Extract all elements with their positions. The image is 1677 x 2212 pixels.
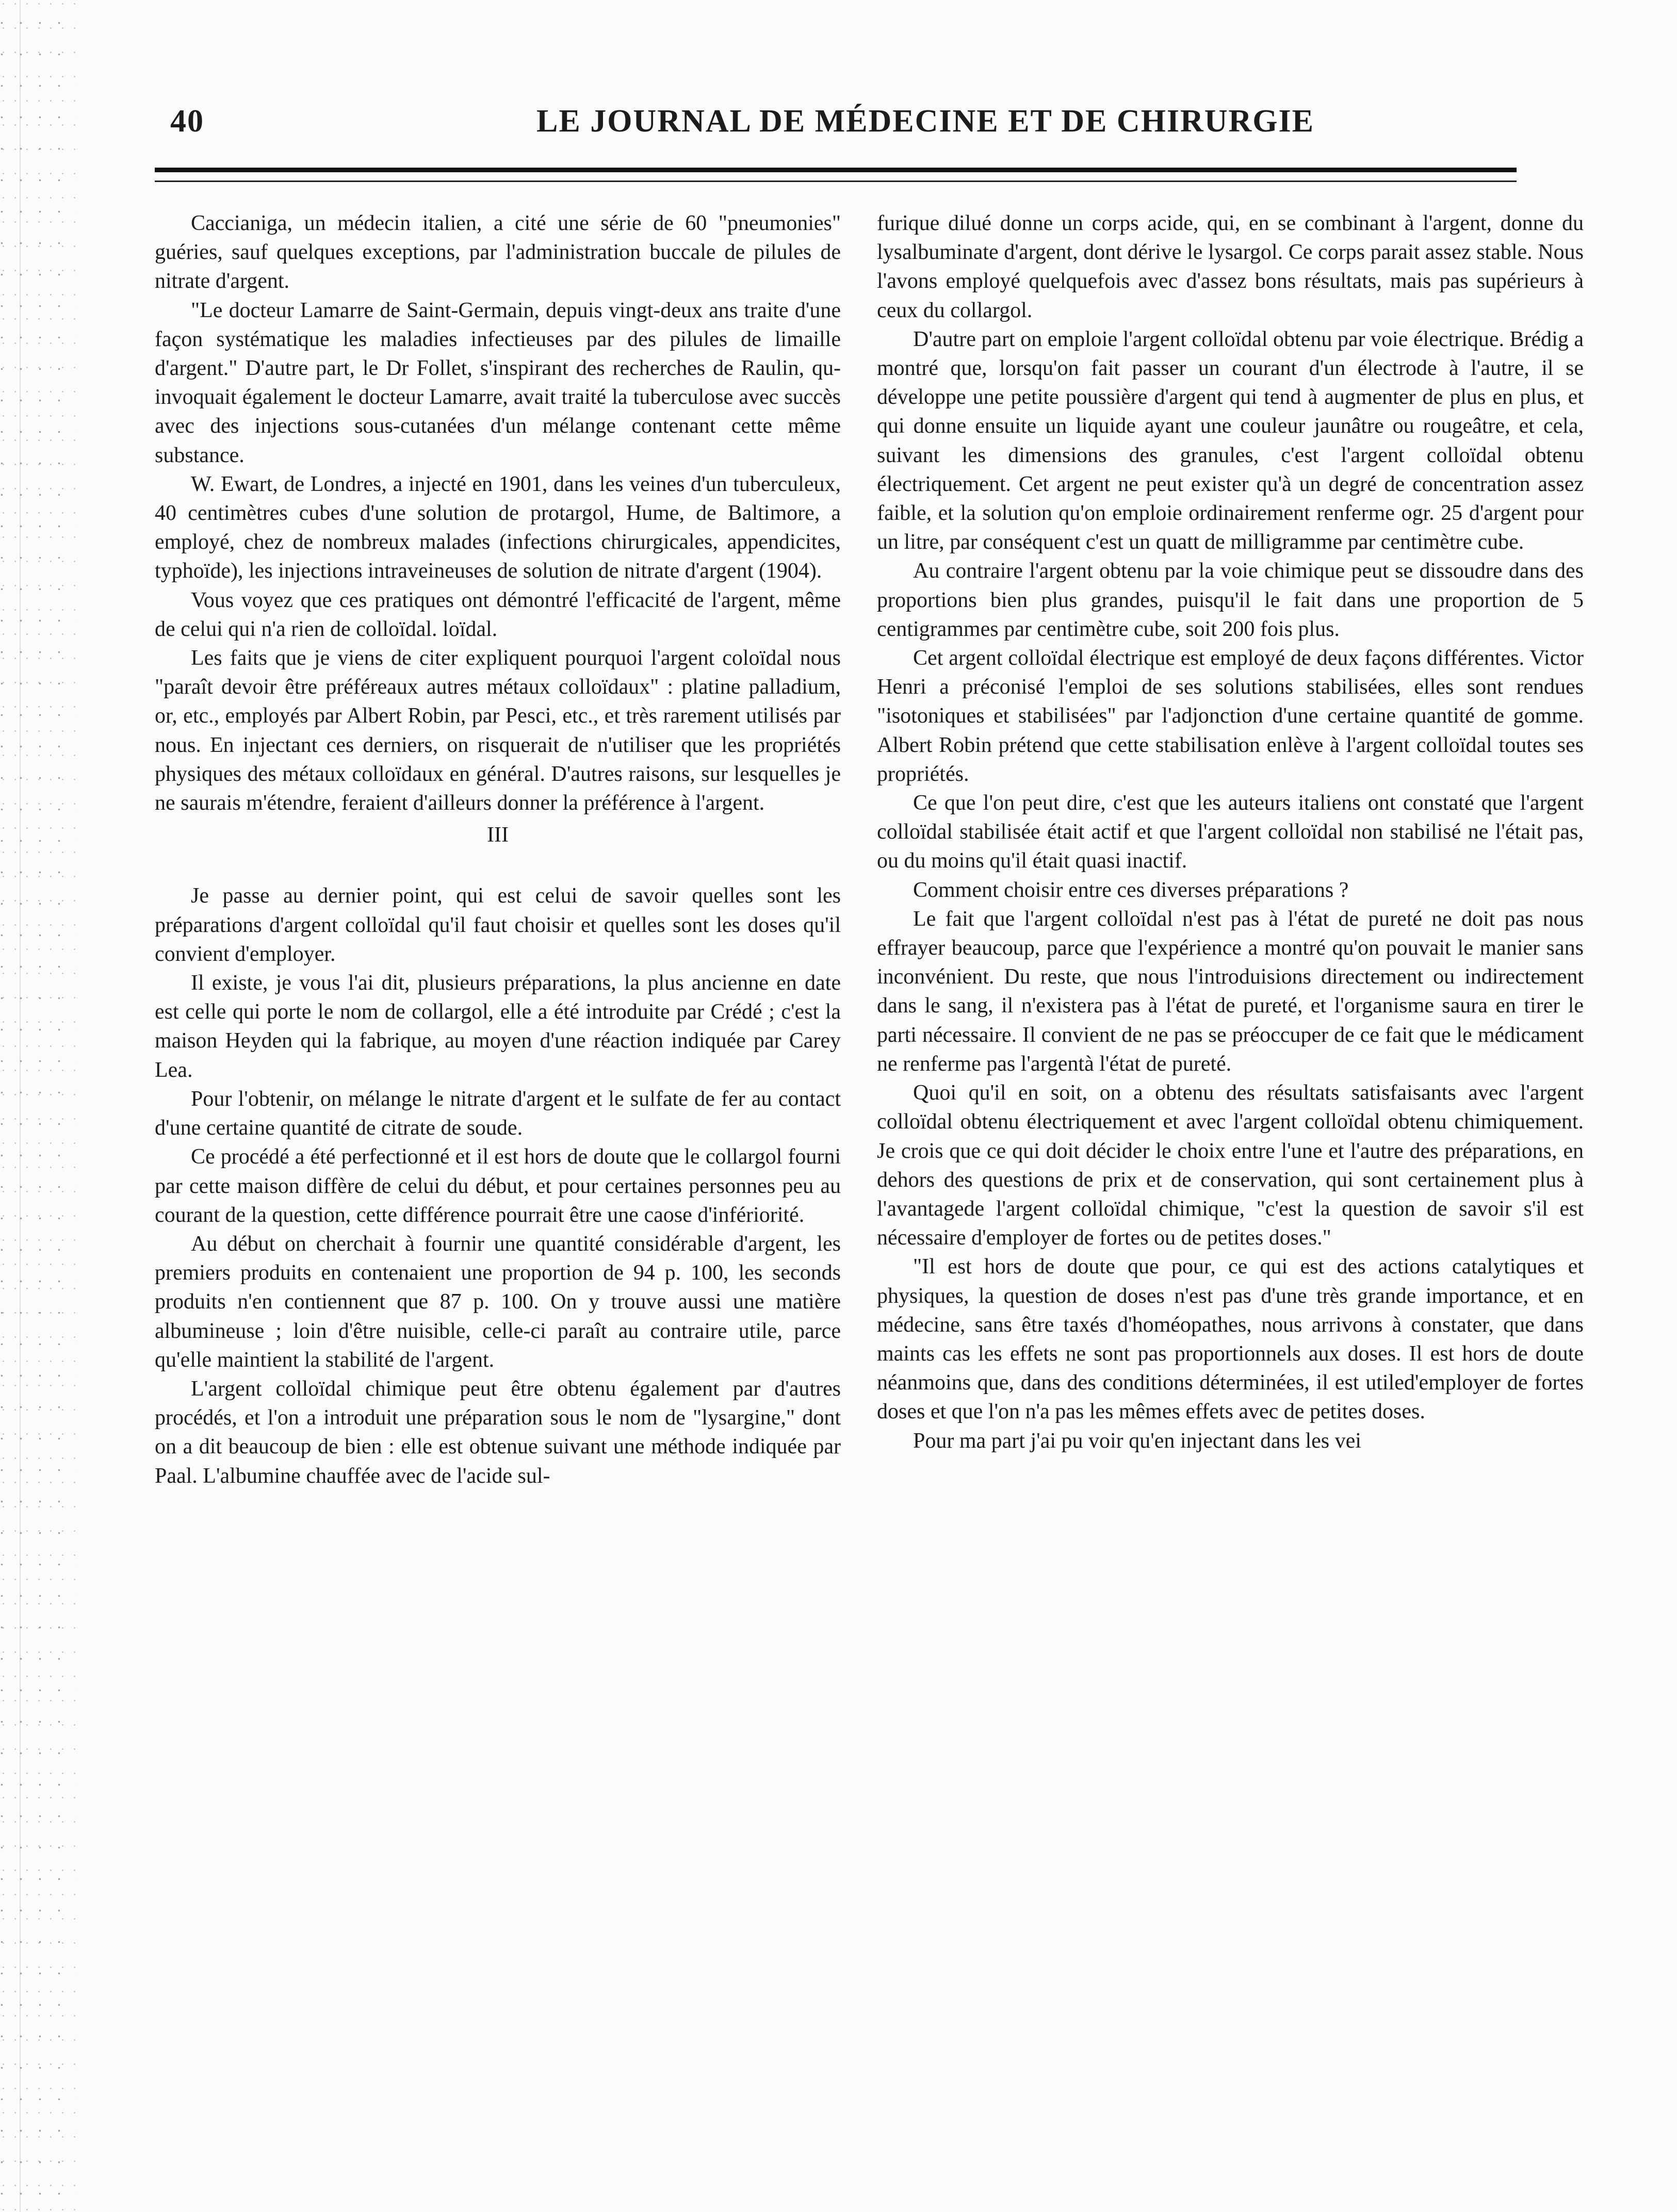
paragraph: Ce procédé a été perfectionné et il est hors de doute que le collargol fourni par cette maison diffère de celui du début, et pour certaines personnes peu au courant de la question, cette différence pourrait être une caose d'infériorité. — [155, 1145, 841, 1227]
paragraph-continued: furique dilué donne un corps acide, qui, en se combinant à l'argent, donne du lysalbuminate d'argent, dont dérive le lysargol. Ce corps parait assez stable. Nous l'avons employé quelquefois avec d'assez bons résultats, mais pas supérieurs à ceux du collargol. — [877, 211, 1584, 322]
paragraph: Il existe, je vous l'ai dit, plusieurs préparations, la plus ancienne en date est celle qui porte le nom de collargol, elle a été introduite par Crédé ; c'est la maison Heyden qui la fabrique, au moyen d'une réaction indiquée par Carey Lea. — [155, 971, 841, 1082]
paragraph: "Le docteur Lamarre de Saint-Germain, depuis vingt-deux ans traite d'une façon systématique les maladies infectieuses par des pilules de limaille d'argent." D'autre part, le Dr Follet, s'inspirant des recherches de Raulin, qu-invoquait également le docteur Lamarre, avait traité la tuberculose avec succès avec des injections sous-cutanées d'un mélange contenant cette même substance. — [155, 298, 841, 467]
page-number: 40 — [170, 104, 204, 139]
paragraph: Au contraire l'argent obtenu par la voie chimique peut se dissoudre dans des proportions bien plus grandes, puisqu'il le fait dans une proportion de 5 centigrammes par centimètre cube, soit 200 fois plus. — [877, 559, 1584, 641]
scan-margin-line — [20, 0, 21, 2212]
section-heading: III — [487, 823, 509, 847]
paragraph: Ce que l'on peut dire, c'est que les auteurs italiens ont constaté que l'argent colloïdal stabilisée était actif et que l'argent colloïdal non stabilisé ne l'était pas, ou du moins qu'il était quasi inactif. — [877, 791, 1584, 873]
header-rule-thick — [155, 168, 1517, 172]
running-head-title: LE JOURNAL DE MÉDECINE ET DE CHIRURGIE — [536, 104, 1314, 139]
header-rule-thin — [155, 181, 1517, 182]
left-column — [155, 209, 841, 1490]
paragraph: Vous voyez que ces pratiques ont démontré l'efficacité de l'argent, même de celui qui n'a rien de colloïdal. loïdal. — [155, 588, 841, 641]
paragraph: W. Ewart, de Londres, a injecté en 1901, dans les veines d'un tuberculeux, 40 centimètres cubes d'une solution de protargol, Hume, de Baltimore, a employé, chez de nombreux malades (infections chirurgicales, appendicites, typhoïde), les injections intraveineuses de solution de nitrate d'argent (1904). — [155, 472, 841, 583]
paragraph: Au début on cherchait à fournir une quantité considérable d'argent, les premiers produits en contenaient une proportion de 94 p. 100, les seconds produits n'en contiennent que 87 p. 100. On y trouve aussi une matière albumineuse ; loin d'être nuisible, celle-ci paraît au contraire utile, parce qu'elle maintient la stabilité de l'argent. — [155, 1232, 841, 1372]
paragraph: "Il est hors de doute que pour, ce qui est des actions catalytiques et physiques, la question de doses n'est pas d'une très grande importance, et en médecine, sans être taxés d'homéopathes, nous arrivons à constater, que dans maints cas les effets ne sont pas proportionnels aux doses. Il est hors de doute néanmoins que, dans des conditions déterminées, il est utiled'employer de fortes doses et que l'on n'a pas les mêmes effets avec de petites doses. — [877, 1255, 1584, 1424]
paragraph: L'argent colloïdal chimique peut être obtenu également par d'autres procédés, et l'on a introduit une préparation sous le nom de "lysargine," dont on a dit beaucoup de bien : elle est obtenue suivant une méthode indiquée par Paal. L'albumine chauffée avec de l'acide sul- — [155, 1377, 841, 1488]
scan-margin-noise — [0, 0, 77, 2212]
paragraph: Les faits que je viens de citer expliquent pourquoi l'argent coloïdal nous "paraît devoir être préféreaux autres métaux colloïdaux" : platine palladium, or, etc., employés par Albert Robin, par Pesci, etc., et très rarement utilisés par nous. En injectant ces derniers, on risquerait de n'utiliser que les propriétés physiques des métaux colloïdaux en général. D'autres raisons, sur lesquelles je ne saurais m'étendre, feraient d'ailleurs donner la préférence à l'argent. — [155, 646, 841, 815]
paragraph: Pour ma part j'ai pu voir qu'en injectant dans les vei — [913, 1429, 1361, 1453]
paragraph: D'autre part on emploie l'argent colloïdal obtenu par voie électrique. Brédig a montré que, lorsqu'on fait passer un courant d'un électrode à l'autre, il se développe une petite poussière d'argent qui tend à augmenter de plus en plus, et qui donne ensuite un liquide ayant une couleur jaunâtre ou rougeâtre, et cela, suivant les dimensions des granules, c'est l'argent colloïdal obtenu électriquement. Cet argent ne peut exister qu'à un degré de concentration assez faible, et la solution qu'on emploie ordinairement renferme ogr. 25 d'argent pour un litre, par conséquent c'est un quatt de milligramme par centimètre cube. — [877, 327, 1584, 554]
paragraph: Quoi qu'il en soit, on a obtenu des résultats satisfaisants avec l'argent colloïdal obtenu électriquement et avec l'argent colloïdal obtenu chimiquement. Je crois que ce qui doit décider le choix entre l'une et l'autre des préparations, en dehors des questions de prix et de conservation, qui sont certainement plus à l'avantagede l'argent colloïdal chimique, "c'est la question de savoir s'il est nécessaire d'employer de fortes ou de petites doses." — [877, 1081, 1584, 1250]
paragraph: Cet argent colloïdal électrique est employé de deux façons différentes. Victor Henri a préconisé l'emploi de ses solutions stabilisées, elles sont rendues "isotoniques et stabilisées" par l'adjonction d'une certaine quantité de gomme. Albert Robin prétend que cette stabilisation enlève à l'argent colloïdal toutes ses propriétés. — [877, 646, 1584, 786]
paragraph: Je passe au dernier point, qui est celui de savoir quelles sont les préparations d'argent colloïdal qu'il faut choisir et quelles sont les doses qu'il convient d'employer. — [155, 884, 841, 966]
paragraph: Le fait que l'argent colloïdal n'est pas à l'état de pureté ne doit pas nous effrayer beaucoup, parce que l'expérience a montré qu'on pouvait le manier sans inconvénient. Du reste, que nous l'introduisions directement ou indirectement dans le sang, il n'existera pas à l'état de pureté, et l'organisme saura en tirer le parti nécessaire. Il convient de ne pas se préoccuper de ce fait que le médicament ne renferme pas l'argentà l'état de pureté. — [877, 907, 1584, 1076]
right-column — [877, 209, 1584, 1455]
paragraph: Comment choisir entre ces diverses préparations ? — [913, 878, 1349, 902]
paragraph: Caccianiga, un médecin italien, a cité une série de 60 "pneumonies" guéries, sauf quelques exceptions, par l'administration buccale de pilules de nitrate d'argent. — [155, 211, 841, 293]
paragraph: Pour l'obtenir, on mélange le nitrate d'argent et le sulfate de fer au contact d'une certaine quantité de citrate de soude. — [155, 1087, 841, 1140]
